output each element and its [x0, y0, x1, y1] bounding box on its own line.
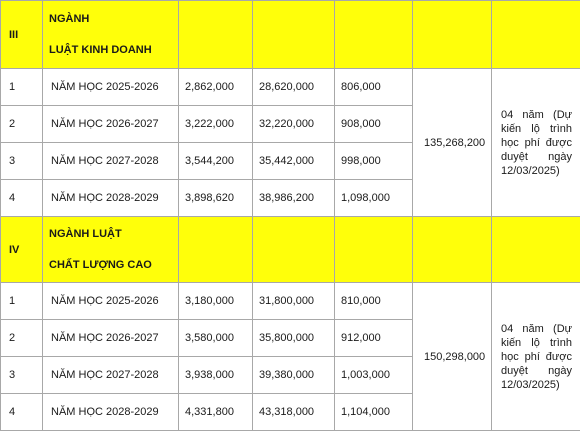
section-title [43, 1, 179, 69]
extra-fee: 806,000 [335, 69, 413, 106]
row-number: 4 [1, 180, 43, 217]
extra-fee: 1,104,000 [335, 394, 413, 431]
extra-fee: 998,000 [335, 143, 413, 180]
section-header-row [1, 217, 580, 283]
credit-fee: 4,331,800 [179, 394, 253, 431]
row-number: 2 [1, 106, 43, 143]
year-fee: 38,986,200 [253, 180, 335, 217]
header-cell [179, 1, 253, 69]
header-cell [335, 217, 413, 283]
year-fee: 35,800,000 [253, 320, 335, 357]
academic-year: NĂM HỌC 2027-2028 [43, 357, 179, 394]
header-cell [179, 217, 253, 283]
extra-fee: 1,098,000 [335, 180, 413, 217]
total-fee: 135,268,200 [413, 69, 492, 217]
header-cell [253, 217, 335, 283]
header-cell [413, 217, 492, 283]
year-fee: 31,800,000 [253, 283, 335, 320]
academic-year: NĂM HỌC 2028-2029 [43, 180, 179, 217]
header-cell [413, 1, 492, 69]
academic-year: NĂM HỌC 2028-2029 [43, 394, 179, 431]
year-fee: 32,220,000 [253, 106, 335, 143]
total-fee: 150,298,000 [413, 283, 492, 431]
row-number: 3 [1, 357, 43, 394]
header-cell [253, 1, 335, 69]
credit-fee: 3,222,000 [179, 106, 253, 143]
section-title-line1: NGÀNH [49, 12, 90, 25]
academic-year: NĂM HỌC 2025-2026 [43, 69, 179, 106]
extra-fee: 1,003,000 [335, 357, 413, 394]
duration-note: 04 năm (Dự kiến lộ trình học phí được duyệt ngày 12/03/2025) [492, 283, 580, 431]
academic-year: NĂM HỌC 2027-2028 [43, 143, 179, 180]
section-title-line2: LUẬT KINH DOANH [49, 43, 152, 56]
credit-fee: 3,898,620 [179, 180, 253, 217]
academic-year: NĂM HỌC 2026-2027 [43, 320, 179, 357]
extra-fee: 908,000 [335, 106, 413, 143]
extra-fee: 912,000 [335, 320, 413, 357]
section-header-row [1, 1, 580, 69]
section-number: IV [1, 217, 43, 283]
extra-fee: 810,000 [335, 283, 413, 320]
row-number: 1 [1, 69, 43, 106]
academic-year: NĂM HỌC 2026-2027 [43, 106, 179, 143]
row-number: 3 [1, 143, 43, 180]
section-title-line2: CHẤT LƯỢNG CAO [49, 258, 152, 271]
header-cell [492, 217, 580, 283]
table-row [1, 283, 580, 320]
section-title-line1: NGÀNH LUẬT [49, 227, 122, 240]
row-number: 1 [1, 283, 43, 320]
section-title [43, 217, 179, 283]
year-fee: 43,318,000 [253, 394, 335, 431]
row-number: 2 [1, 320, 43, 357]
year-fee: 39,380,000 [253, 357, 335, 394]
credit-fee: 2,862,000 [179, 69, 253, 106]
duration-note: 04 năm (Dự kiến lộ trình học phí được duyệt ngày 12/03/2025) [492, 69, 580, 217]
row-number: 4 [1, 394, 43, 431]
section-number: III [1, 1, 43, 69]
year-fee: 35,442,000 [253, 143, 335, 180]
credit-fee: 3,544,200 [179, 143, 253, 180]
credit-fee: 3,580,000 [179, 320, 253, 357]
credit-fee: 3,180,000 [179, 283, 253, 320]
header-cell [335, 1, 413, 69]
table-row [1, 69, 580, 106]
academic-year: NĂM HỌC 2025-2026 [43, 283, 179, 320]
year-fee: 28,620,000 [253, 69, 335, 106]
credit-fee: 3,938,000 [179, 357, 253, 394]
header-cell [492, 1, 580, 69]
